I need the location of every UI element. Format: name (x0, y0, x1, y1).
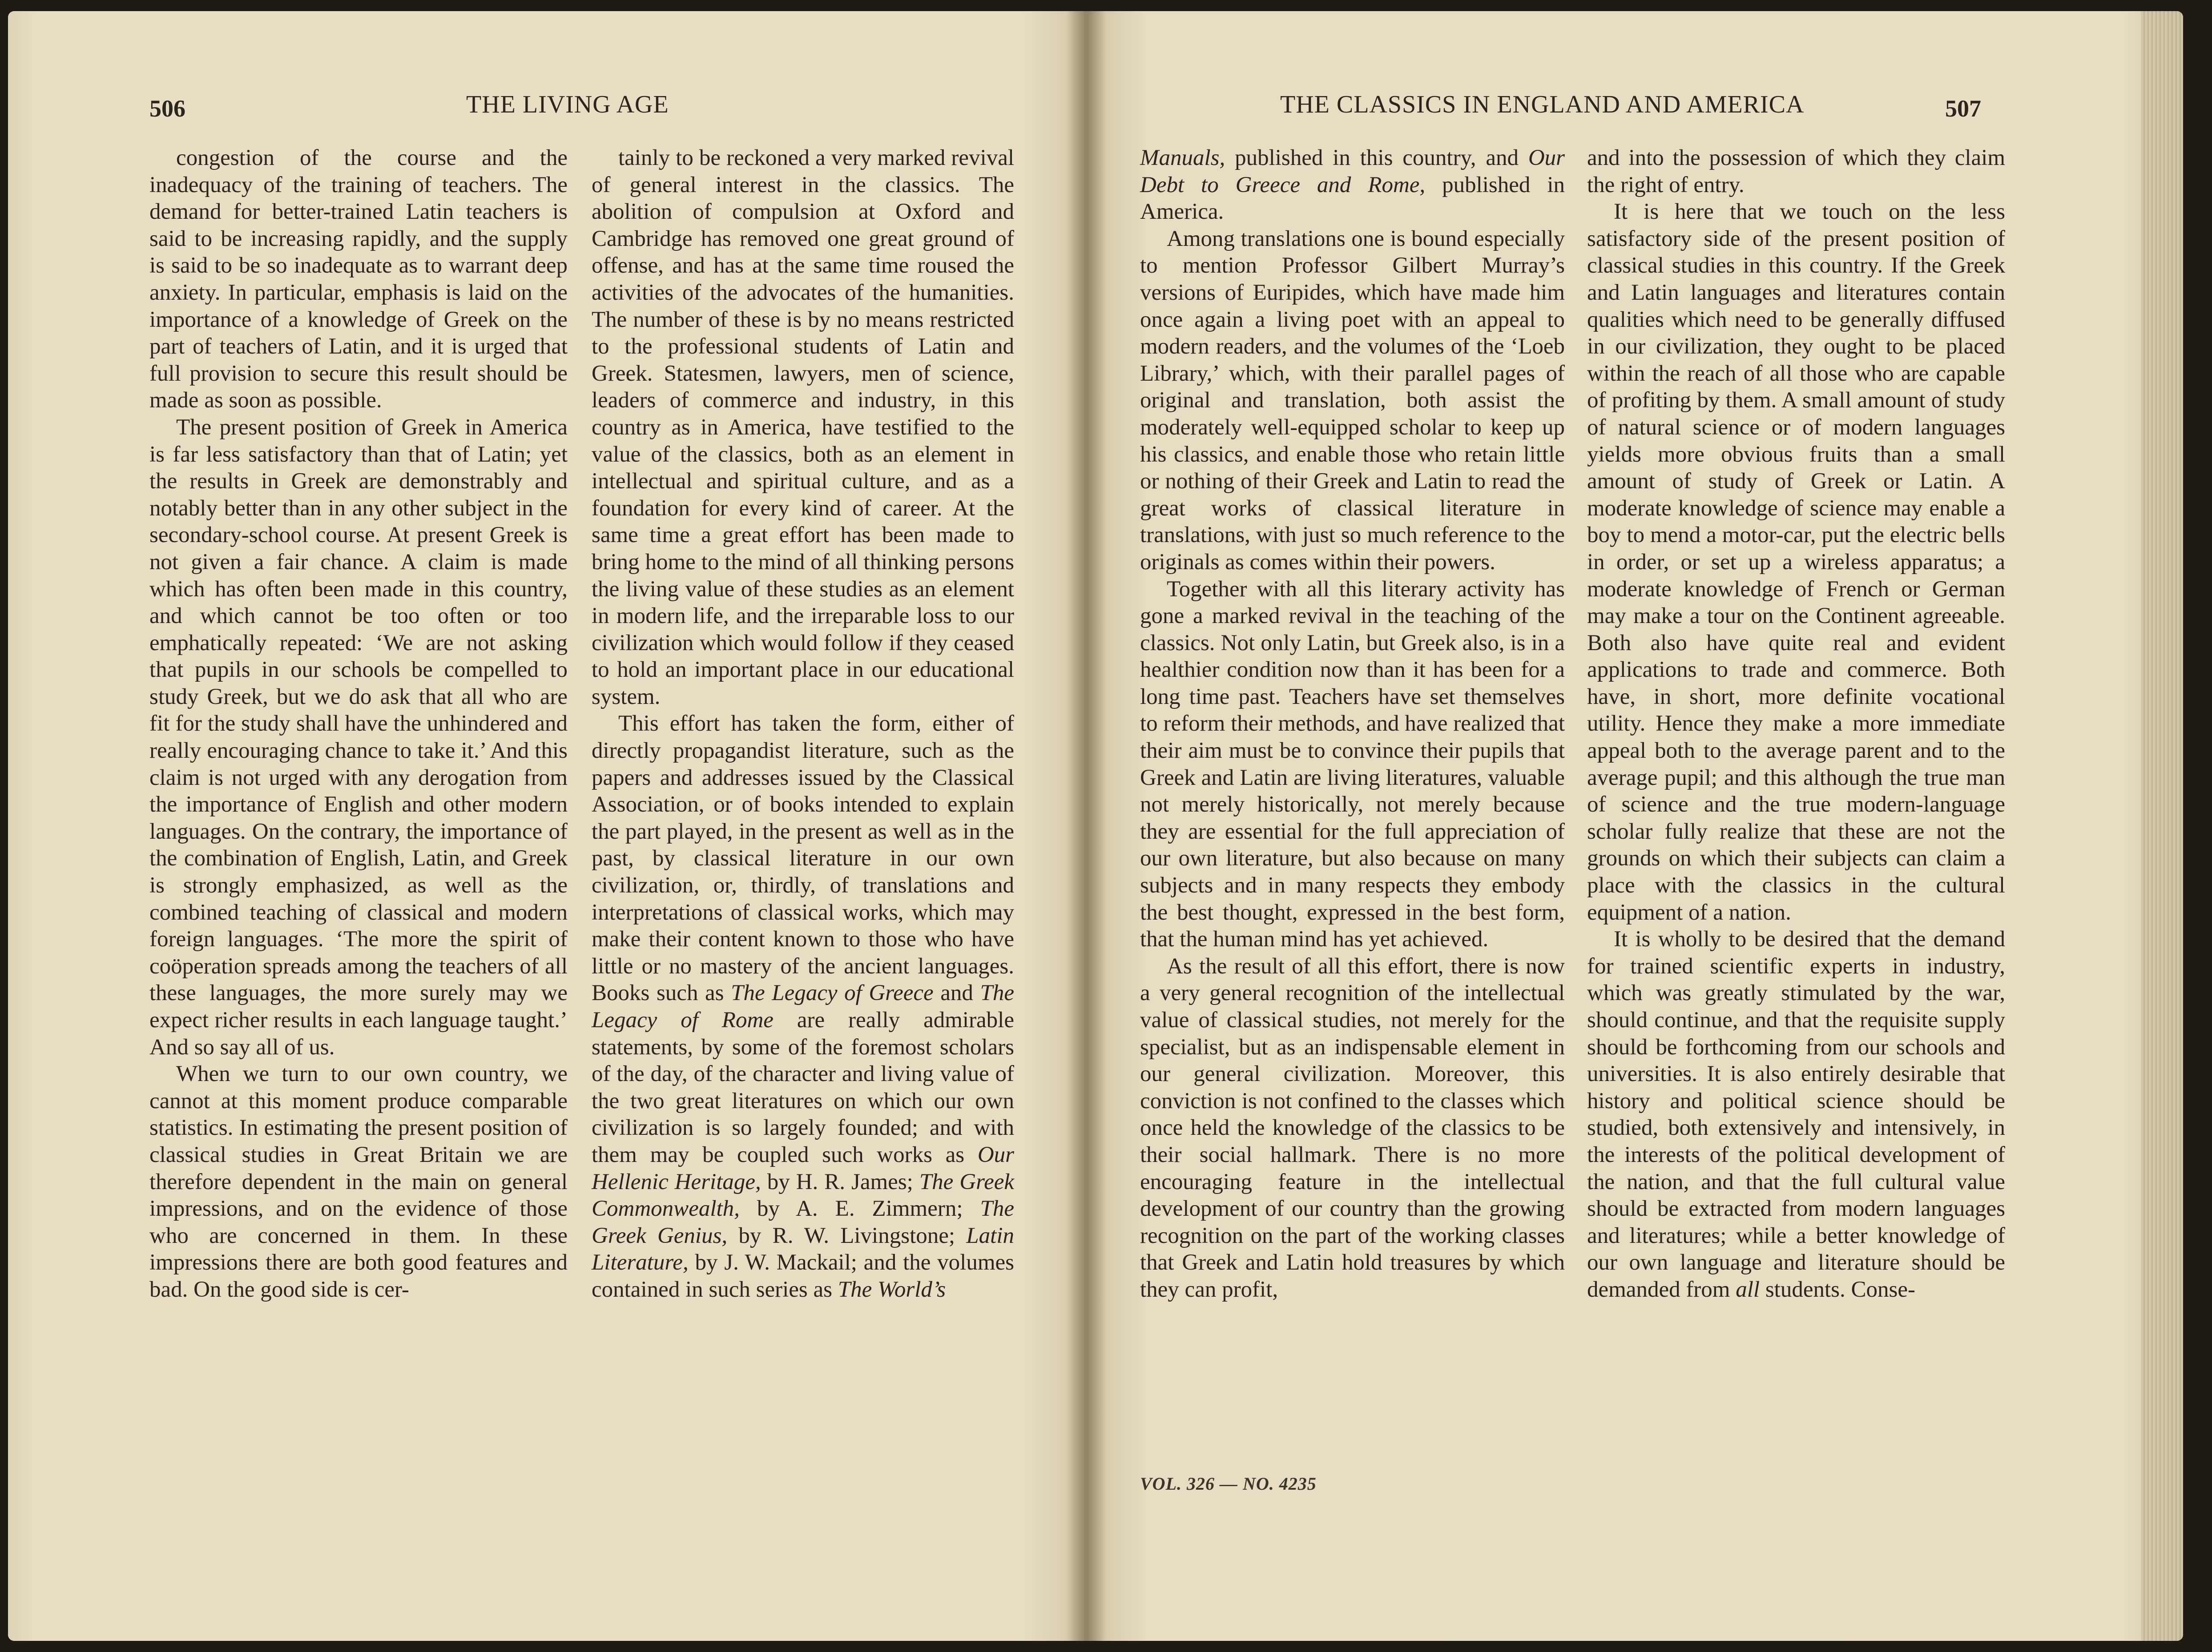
text-run: published in America. (1140, 172, 1565, 225)
text-run: and into the possession of which they claim the right of entry. (1587, 145, 2005, 197)
running-head: THE CLASSICS IN ENGLAND AND AMERICA (1280, 91, 1805, 118)
text-run: by H. R. James; (761, 1169, 919, 1194)
gutter-shadow (1067, 11, 1107, 1641)
paragraph (1587, 198, 2005, 926)
book-spread (8, 11, 2183, 1641)
italic-title: Our Hellenic Heritage, (592, 1142, 1014, 1194)
text-run: It is here that we touch on the less satisfactory side of the present position of classical studies in this country. If the Greek and Latin languages and literatures contain qualities which need to be generally diffused in our civilization, they ought to be placed within the reach of all those who are capable of profiting by them. A small amount of study of natural science or of modern languages yields more obvious fruits than a small amount of study of Greek or Latin. A moderate knowledge of science may enable a boy to mend a motor-car, put the electric bells in order, or set up a wireless apparatus; a moderate knowledge of French or German may make a tour on the Continent agreeable. Both also have quite real and evident applications to trade and commerce. Both have, in short, more definite vocational utility. Hence they make a more immediate appeal both to the average parent and to the average pupil; and this although the true man of science and the true modern-language scholar fully realize that these are not the grounds on which their subjects can claim a place with the classics in the cultural equipment of a nation. (1587, 199, 2005, 925)
paragraph (1140, 145, 1565, 225)
italic-title: Latin Literature, (592, 1223, 1014, 1275)
italic-title: all (1736, 1277, 1760, 1302)
paragraph (1140, 225, 1565, 576)
page-edges (2141, 11, 2183, 1641)
page-number: 507 (1945, 95, 1981, 122)
text-run: are really admirable statements, by some of the foremost scholars of the day, of the character and living value of the two great literatures on which our own civilization is so largely founded; and with them may be coupled such works as (592, 1008, 1014, 1167)
text-run: by R. W. Livingstone; (727, 1223, 967, 1248)
text-run: by J. W. Mackail; and the volumes contained in such series as (592, 1250, 1014, 1302)
italic-title: Manuals, (1140, 145, 1225, 170)
text-run: As the result of all this effort, there is now a very general recognition of the intellectual value of classical studies, not merely for the specialist, but as an indispensable element in our general civilization. Moreover, this conviction is not confined to the classes which once held the knowledge of the classics to be their social hallmark. There is no more encouraging feature in the intellectual development of our country than the growing recognition on the part of the working classes that Greek and Latin hold treasures by which they can profit, (1140, 953, 1565, 1302)
italic-title: The Greek Commonwealth, (592, 1169, 1014, 1222)
italic-title: The World’s (838, 1277, 946, 1302)
text-run: When we turn to our own country, we cannot at this moment produce comparable statistics. In estimating the present position of classical studies in Great Britain we are therefore dependent in the main on general impressions, and on the evidence of those who are concerned in them. In these impressions there are both good features and bad. On the good side is cer- (149, 1061, 568, 1302)
text-run: The present position of Greek in America is far less satisfactory than that of Latin; yet the results in Greek are demonstrably and notably better than in any other subject in the secondary-school course. At present Greek is not given a fair chance. A claim is made which has often been made in this country, and which cannot be too often or too emphatically repeated: ‘We are not asking that pupils in our schools be compelled to study Greek, but we do ask that all who are fit for the study shall have the unhindered and really encouraging chance to take it.’ And this claim is not urged with any derogation from the importance of English and other modern languages. On the contrary, the importance of the combination of English, Latin, and Greek is strongly emphasized, as well as the combined teaching of classical and modern foreign languages. ‘The more the spirit of coöperation spreads among the teachers of all these languages, the more surely may we expect richer results in each language taught.’ And so say all of us. (149, 414, 568, 1060)
text-column (1140, 145, 1565, 1303)
text-column (592, 145, 1014, 1303)
text-run: by A. E. Zimmern; (739, 1196, 980, 1222)
paragraph (1587, 926, 2005, 1303)
right-page (1084, 11, 2183, 1641)
text-run: This effort has taken the form, either of directly propagandist literature, such as the papers and addresses issued by the Classical Association, or of books intended to explain the part played, in the present as well as in the past, by classical literature in our own civilization, or, thirdly, of translations and interpretations of classical works, which may make their content known to those who have little or no mastery of the ancient languages. Books such as (592, 711, 1014, 1006)
paragraph (592, 710, 1014, 1303)
left-page (8, 11, 1084, 1641)
italic-title: The Legacy of Rome (592, 981, 1014, 1033)
italic-title: Our Debt to Greece and Rome, (1140, 145, 1565, 197)
text-run: students. Conse- (1760, 1277, 1915, 1302)
text-run: tainly to be reckoned a very marked revival of general interest in the classics. The abolition of compulsion at Oxford and Cambridge has removed one great ground of offense, and has at the same time roused the activities of the advocates of the humanities. The number of these is by no means restricted to the professional students of Latin and Greek. Statesmen, lawyers, men of science, leaders of commerce and industry, in this country as in America, have testified to the value of the classics, both as an element in intellectual and spiritual culture, and as a foundation for every kind of career. At the same time a great effort has been made to bring home to the mind of all thinking persons the living value of these studies as an element in modern life, and the irreparable loss to our civilization which would follow if they ceased to hold an important place in our educational system. (592, 145, 1014, 709)
paragraph (592, 145, 1014, 710)
paragraph (149, 145, 568, 414)
paragraph (1587, 145, 2005, 198)
paragraph (149, 414, 568, 1061)
paragraph (1140, 576, 1565, 953)
paragraph (149, 1061, 568, 1303)
running-head: THE LIVING AGE (466, 91, 669, 118)
text-run: It is wholly to be desired that the demand for trained scientific experts in industry, which was greatly stimulated by the war, should continue, and that the requisite supply should be forthcoming from our schools and universities. It is also entirely desirable that history and political science should be studied, both extensively and intensively, in the interests of the political development of the nation, and that the full cultural value should be extracted from modern languages and literatures; while a better knowledge of our own language and literature should be demanded from (1587, 927, 2005, 1302)
italic-title: The Legacy of Greece (731, 981, 934, 1006)
page-number: 506 (149, 95, 185, 122)
text-run: Together with all this literary activity has gone a marked revival in the teaching of the classics. Not only Latin, but Greek also, is in a healthier condition now than it has been for a long time past. Teachers have set themselves to reform their methods, and have realized that their aim must be to convince their pupils that Greek and Latin are living literatures, valuable not merely historically, not merely because they are essential for the full appreciation of our own literature, but also because on many subjects and in many respects they embody the best thought, expressed in the best form, that the human mind has yet achieved. (1140, 576, 1565, 952)
paragraph (1140, 953, 1565, 1303)
text-column (1587, 145, 2005, 1303)
text-run: congestion of the course and the inadequacy of the training of teachers. The demand for better-trained Latin teachers is said to be increasing rapidly, and the supply is said to be so inadequate as to warrant deep anxiety. In particular, emphasis is laid on the importance of a knowledge of Greek on the part of teachers of Latin, and it is urged that full provision to secure this result should be made as soon as possible. (149, 145, 568, 413)
text-run: and (933, 981, 980, 1006)
italic-title: The Greek Genius, (592, 1196, 1014, 1248)
text-run: Among translations one is bound especially to mention Professor Gilbert Murray’s versions of Euripides, which have made him once again a living poet with an appeal to modern readers, and the volumes of the ‘Loeb Library,’ which, with their parallel pages of original and translation, both assist the moderately well-equipped scholar to keep up his classics, and enable those who retain little or nothing of their Greek and Latin to read the great works of classical literature in translations, with just so much reference to the originals as comes within their powers. (1140, 226, 1565, 575)
text-run: published in this country, and (1225, 145, 1528, 170)
text-column (149, 145, 568, 1303)
signature-mark: VOL. 326 — NO. 4235 (1140, 1474, 1317, 1494)
